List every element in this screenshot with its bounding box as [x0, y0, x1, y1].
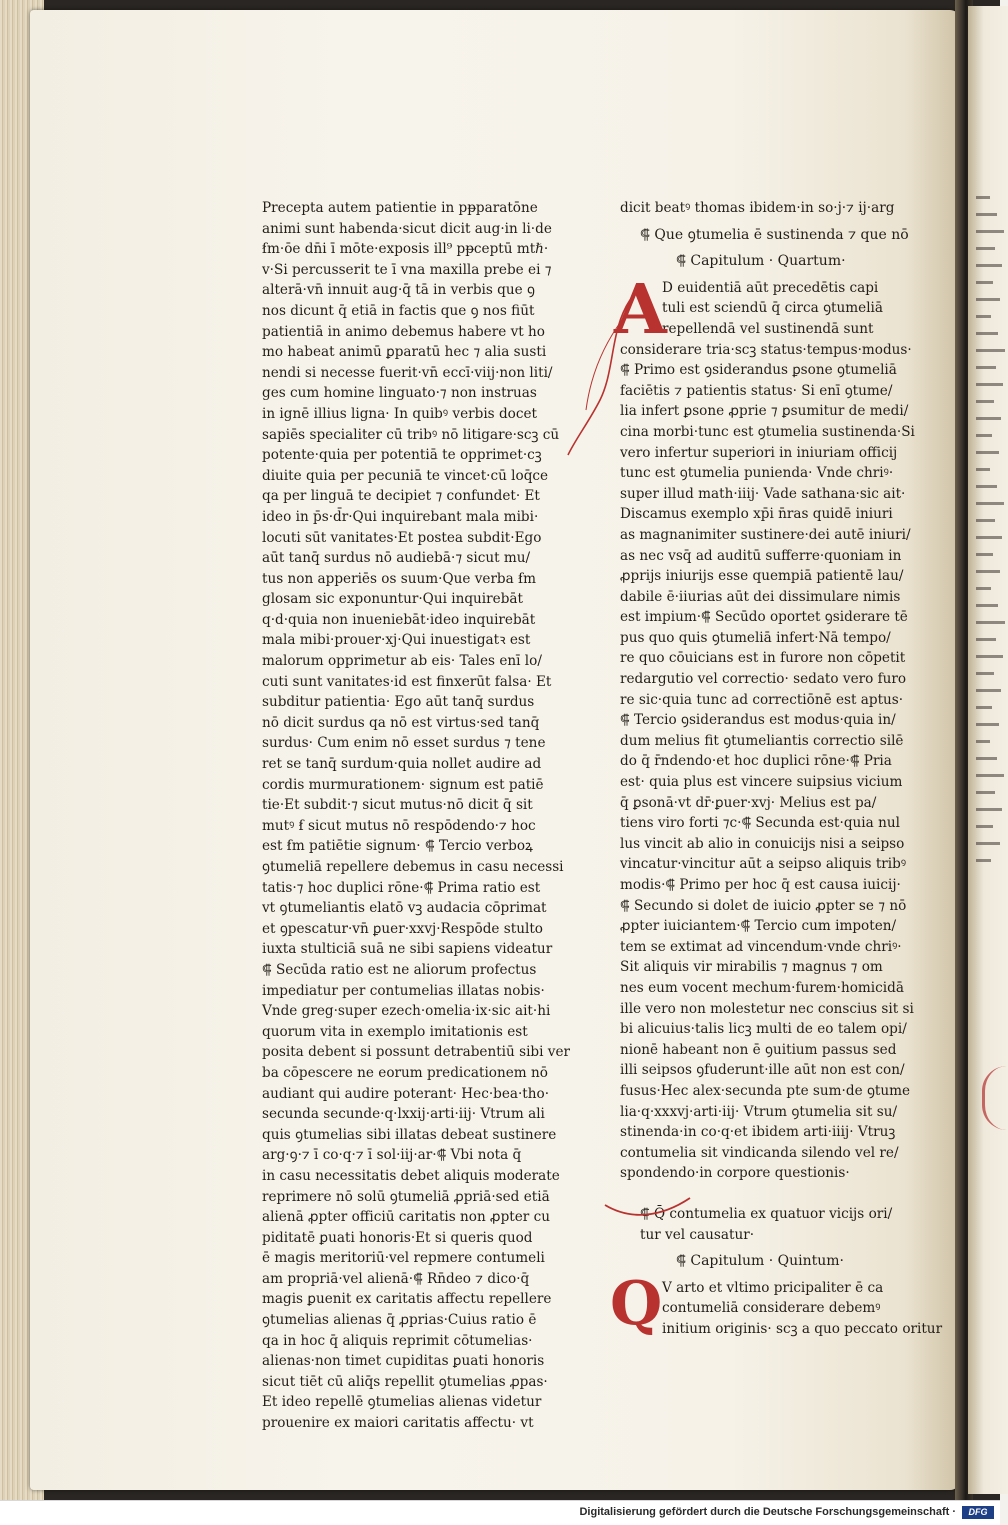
text-line: tuli est sciendū q̄ circa ꝯtumeliā — [662, 300, 884, 317]
text-line: Vnde greg·super ezech·omelia·ix·sic ait·hi — [262, 1003, 551, 1020]
text-line: quis ꝯtumelias sibi illatas debeat sustinere — [262, 1126, 557, 1143]
text-line: ba cōpescere ne eorum predicationem nō — [262, 1064, 548, 1081]
text-line: vero infertur superiori in iniuriam officij — [620, 444, 898, 461]
text-line: ꝓprijs iniurijs esse quempiā patientē lau/ — [620, 568, 904, 585]
text-line: mutꝰ ẜ sicut mutus nō respōdendo·⁊ hoc — [262, 817, 536, 834]
text-line: posita debent si possunt detrabentiū sibi ver — [262, 1044, 571, 1061]
text-line: ideo in p̄s·d̄r·Qui inquirebant mala mibi· — [262, 508, 539, 525]
text-line: ⸿ Q̄ contumelia ex quatuor vicijs ori/ — [640, 1205, 893, 1222]
chapter5-red-initial: Q — [610, 1268, 663, 1339]
text-line: cordis murmurationem· signum est patiē — [262, 776, 544, 793]
text-line: v·Si percusserit te ī vna maxilla prebe ei ⁊ — [262, 261, 552, 278]
text-line: lia·q·xxxvj·arti·iij· Vtrum ꝯtumelia sit su/ — [620, 1103, 898, 1120]
next-page-text-fragment — [976, 196, 1006, 876]
text-line: patientiā in animo debemus habere vt ho — [262, 323, 545, 340]
next-page-text-stroke — [976, 706, 992, 709]
next-page-text-stroke — [976, 689, 1001, 692]
text-line: redargutio vel correctio· sedato vero furo — [620, 671, 907, 688]
chapter5-heading: ⸿ Capitulum · Quintum· — [676, 1253, 844, 1270]
text-line: qa in hoc q̄ aliquis reprimit cōtumelias· — [262, 1332, 533, 1349]
chapter5-first-lines — [620, 1278, 943, 1340]
text-line: repellendā vel sustinendā sunt — [662, 320, 874, 337]
text-line: re sic·quia tunc ad correctiōnē est aptus· — [620, 691, 904, 708]
text-line: et ꝯpescatur·vn̄ ꝑuer·xxvj·Respōde stulto — [262, 920, 543, 937]
text-line: impediatur per contumelias illatas nobis· — [262, 982, 545, 999]
text-line: ẜm·ōe dn̄i ī mōte·exposis ill⁹ pᵽceptū mtℏ· — [262, 241, 549, 258]
text-line: vincatur·vincitur aūt a seipso aliquis tribꝰ — [620, 856, 907, 873]
text-line: stinenda·in co·q·et ibidem arti·iiij· Vtruꝫ — [620, 1124, 896, 1141]
chapter-intro-line: dicit beatꝰ thomas ibidem·in so·j·⁊ ij·arg — [620, 200, 895, 216]
text-line: am propriā·vel alienā·⸿ Rn̄deo ⁊ dico·q̄ — [262, 1270, 530, 1287]
text-line: aūt tanq̄ surdus nō audiebā·⁊ sicut mu/ — [262, 550, 531, 567]
text-line: ꝯtumeliā repellere debemus in casu necessi — [262, 859, 564, 875]
next-page-text-stroke — [976, 757, 997, 760]
text-line: super illud math·iiij· Vade sathana·sic ait· — [620, 485, 906, 502]
text-line: bi alicuius·talis licꝫ multi de eo talem opi/ — [620, 1021, 907, 1038]
next-page-text-stroke — [976, 434, 992, 437]
text-line: lus vincit ab alio in conuicijs nisi a seipso — [620, 835, 905, 852]
text-line: subditur patientia· Ego aūt tanq̄ surdus — [262, 694, 535, 711]
text-line: in casu necessitatis debet aliquis moderate — [262, 1167, 560, 1184]
text-line: Sit aliquis vir mirabilis ⁊ magnus ⁊ om — [620, 959, 883, 976]
text-line: nendi si necesse fuerit·vn̄ eccī·viij·non liti/ — [262, 364, 553, 381]
text-line: qa per linguā te decipiet ⁊ confundet· Et — [262, 488, 540, 505]
text-line: alienas·non timet cupiditas ꝑuati honoris — [262, 1353, 545, 1370]
next-page-text-stroke — [976, 638, 996, 641]
next-page-text-stroke — [976, 842, 1000, 845]
next-page-text-stroke — [976, 196, 990, 199]
text-line: q̄ ꝑsonā·vt dr̄·ꝑuer·xvj· Melius est pa/ — [620, 794, 877, 811]
next-page-text-stroke — [976, 604, 998, 607]
text-line: animi sunt habenda·sicut dicit aug·in li·de — [262, 220, 552, 237]
next-page-text-stroke — [976, 655, 1003, 658]
next-page-text-stroke — [976, 400, 994, 403]
dfg-logo: DFG — [962, 1506, 994, 1519]
text-line: dum melius fit ꝯtumeliantis correctio silē — [620, 732, 904, 749]
next-page-text-stroke — [976, 417, 1001, 420]
next-page-text-stroke — [976, 774, 1004, 777]
next-page-text-stroke — [976, 298, 1000, 301]
chapter5-opening — [610, 1268, 943, 1340]
next-page-text-stroke — [976, 587, 991, 590]
chapter4-rubric: ⸿ Que ꝯtumelia ē sustinenda ⁊ que nō — [640, 226, 909, 243]
text-line: reprimere nō solū ꝯtumeliā ꝓpriā·sed etiā — [262, 1188, 550, 1205]
text-line: nō dicit surdus qa nō est virtus·sed tanq̄ — [262, 714, 540, 731]
text-line: iuxta stulticiā suā ne sibi sapiens videatur — [262, 941, 553, 958]
text-line: alterā·vn̄ innuit aug·q̄ tā in verbis que ꝯ — [262, 282, 535, 299]
text-line: ⸿ Secūda ratio est ne aliorum profectus — [262, 961, 537, 978]
text-line: est ẜm patiētie signum· ⸿ Tercio verboꝝ — [262, 838, 533, 855]
next-page-text-stroke — [976, 519, 995, 522]
text-line: ges cum homine linguato·⁊ non instruas — [262, 385, 537, 402]
text-line: illi seipsos ꝯfuderunt·ille aūt non est con/ — [620, 1062, 905, 1079]
text-line: initium originis· scꝫ a quo peccato oritur — [662, 1320, 943, 1337]
next-page-edge — [968, 6, 1008, 1494]
text-line: ē magis meritoriū·vel repmere contumeli — [262, 1250, 545, 1267]
text-line: as magnanimiter sustinere·dei autē iniuri/ — [620, 526, 911, 543]
text-line: sapiēs specialiter cū tribꝰ nō litigare·scꝫ cū — [262, 426, 560, 443]
next-page-text-stroke — [976, 264, 1002, 267]
text-line: lia infert ꝑsone ꝓprie ⁊ ꝑsumitur de medi/ — [620, 403, 909, 420]
text-line: do q̄ r̄ndendo·et hoc duplici rōne·⸿ Pria — [620, 753, 892, 770]
text-line: tiens viro forti ⁊c·⸿ Secunda est·quia nul — [620, 815, 900, 832]
next-page-text-stroke — [976, 281, 993, 284]
chapter4-body — [620, 340, 915, 1184]
left-text-column — [262, 198, 571, 1434]
next-page-text-stroke — [976, 825, 993, 828]
next-page-text-stroke — [976, 672, 994, 675]
next-page-text-stroke — [976, 621, 1005, 624]
text-line: ꝓpter iuiciantem·⸿ Tercio cum impoten/ — [620, 918, 897, 935]
text-line: contumelia sit vindicanda silendo vel re/ — [620, 1144, 899, 1161]
next-page-red-initial — [982, 1066, 1007, 1130]
text-line: fusus·Hec alex·secunda pte sum·de ꝯtume — [620, 1082, 911, 1099]
text-line: glosam sic exponuntur·Qui inquirebāt — [262, 591, 523, 608]
next-page-text-stroke — [976, 349, 1005, 352]
chapter4-red-initial: A — [614, 269, 667, 350]
text-line: piditatē ꝑuati honoris·Et si queris quod — [262, 1229, 533, 1246]
text-line: arg·ꝯ·⁊ ī co·q·⁊ ī sol·iij·ar·⸿ Vbi nota q̄ — [262, 1147, 522, 1164]
next-page-text-stroke — [976, 213, 997, 216]
text-line: diuite quia per pecuniā te vincet·cū loq̄ce — [262, 467, 549, 484]
text-line: potente·quia per potentiā te opprimet·cꝫ — [262, 447, 542, 464]
text-line: ꝯtumelias alienas q̄ ꝓprias·Cuius ratio ē — [262, 1312, 537, 1329]
next-page-text-stroke — [976, 366, 996, 369]
text-line: ret se tanq̄ surdum·quia nollet audire ad — [262, 756, 542, 773]
next-page-text-stroke — [976, 383, 1003, 386]
text-line: contumeliā considerare debemꝰ — [662, 1300, 881, 1317]
text-line: Precepta autem patientie in pᵽparatōne — [262, 200, 538, 216]
chapter4-heading: ⸿ Capitulum · Quartum· — [676, 253, 846, 270]
text-line: pus quo quis ꝯtumeliā infert·Nā tempo/ — [620, 629, 891, 646]
next-page-text-stroke — [976, 791, 995, 794]
text-line: audiant qui audire poterant· Hec·bea·tho· — [262, 1085, 550, 1102]
text-line: mo habeat animū ꝑparatū hec ⁊ alia susti — [262, 344, 547, 361]
text-line: D euidentiā aūt precedētis capi — [662, 279, 879, 296]
next-page-text-stroke — [976, 570, 1000, 573]
text-line: tur vel causatur· — [640, 1226, 755, 1243]
text-line: modis·⸿ Primo per hoc q̄ est causa iuicij· — [620, 877, 901, 893]
text-line: faciētis ⁊ patientis status· Si enī ꝯtume/ — [620, 382, 893, 399]
text-line: ⸿ Secundo si dolet de iuicio ꝓpter se ⁊ nō — [620, 897, 907, 914]
text-line: ⸿ Tercio ꝯsiderandus est modus·quia in/ — [620, 712, 896, 729]
text-line: considerare tria·scꝫ status·tempus·modus· — [620, 341, 912, 358]
next-page-text-stroke — [976, 502, 1004, 505]
text-line: Et ideo repellē ꝯtumelias alienas videtur — [262, 1394, 542, 1411]
text-line: est impium·⸿ Secūdo oportet ꝯsiderare tē — [620, 609, 908, 626]
text-line: cuti sunt vanitates·id est finxerūt falsa· Et — [262, 673, 552, 690]
next-page-text-stroke — [976, 536, 1002, 539]
text-line: quorum vita in exemplo imitationis est — [262, 1023, 528, 1040]
text-line: locuti sūt vanitates·Et postea subdit·Ego — [262, 529, 542, 546]
chapter5-rubric — [620, 1204, 910, 1245]
text-line: Discamus exemplo xp̄i n̄ras quidē iniuri — [620, 506, 893, 523]
funding-credit: Digitalisierung gefördert durch die Deutsche Forschungsgemeinschaft · — [579, 1506, 956, 1518]
text-line: tie·Et subdit·⁊ sicut mutus·nō dicit q̄ sit — [262, 797, 533, 814]
text-line: re quo cōuicians est in furore non cōpetit — [620, 650, 906, 667]
text-line: tunc est ꝯtumelia punienda· Vnde chriꝰ· — [620, 465, 894, 482]
text-line: nes eum vocent mechum·furem·homicidā — [620, 979, 904, 996]
text-line: dabile ē·iiurias aūt dei dissimulare nimis — [620, 588, 901, 605]
text-line: magis ꝑuenit ex caritatis affectu repellere — [262, 1291, 552, 1308]
next-page-text-stroke — [976, 247, 995, 250]
text-line: tatis·⁊ hoc duplici rōne·⸿ Prima ratio est — [262, 879, 541, 896]
next-page-text-stroke — [976, 230, 1004, 233]
text-line: malorum opprimetur ab eis· Tales enī lo/ — [262, 653, 542, 670]
next-page-text-stroke — [976, 859, 991, 862]
text-line: V arto et vltimo pricipaliter ē ca — [662, 1279, 884, 1296]
next-page-text-stroke — [976, 485, 997, 488]
text-line: spondendo·in corpore questionis· — [620, 1165, 850, 1182]
text-line: surdus· Cum enim nō esset surdus ⁊ tene — [262, 735, 546, 752]
next-page-text-stroke — [976, 332, 998, 335]
text-line: est· quia plus est vincere suipsius vicium — [620, 774, 903, 791]
text-line: nionē habeant non ē ꝯuitium passus sed — [620, 1041, 897, 1058]
text-line: cina morbi·tunc est ꝯtumelia sustinenda·Si — [620, 423, 915, 440]
text-line: prouenire ex maiori caritatis affectu· vt — [262, 1415, 534, 1432]
next-page-text-stroke — [976, 468, 990, 471]
text-line: q·d·quia non inueniebāt·ideo inquirebāt — [262, 611, 536, 628]
next-page-text-stroke — [976, 553, 993, 556]
text-line: sicut tiēt cū aliq̄s repellit ꝯtumelias ꝓpas· — [262, 1373, 548, 1390]
text-line: secunda secunde·q·lxxij·arti·iij· Vtrum ali — [262, 1106, 545, 1123]
next-page-text-stroke — [976, 740, 990, 743]
text-line: alienā ꝓpter officiū caritatis non ꝓpter cu — [262, 1209, 550, 1226]
digitization-footer — [0, 1500, 1000, 1525]
right-text-column — [610, 198, 943, 1339]
text-line: tus non apperiēs os suum·Que verba ẜm — [262, 570, 536, 587]
text-line: ille vero non molestetur nec conscius sit si — [620, 1000, 914, 1017]
text-line: vt ꝯtumeliantis elatō vꝫ audacia cōprimat — [262, 900, 547, 917]
next-page-text-stroke — [976, 315, 991, 318]
text-line: tem se extimat ad vincendum·vnde chriꝰ· — [620, 938, 902, 955]
text-line: mala mibi·prouer·xj·Qui inuestigatꝛ est — [262, 632, 531, 649]
text-line: nos dicunt q̄ etiā in factis que ꝯ nos fiūt — [262, 302, 535, 319]
text-line: as nec vsq̄ ad auditū sufferre·quoniam in — [620, 547, 902, 564]
text-line: ⸿ Primo est ꝯsiderandus ꝑsone ꝯtumeliā — [620, 362, 897, 379]
text-line: in ignē illius ligna· In quibꝰ verbis docet — [262, 405, 537, 422]
next-page-text-stroke — [976, 723, 999, 726]
next-page-text-stroke — [976, 808, 1002, 811]
next-page-text-stroke — [976, 451, 999, 454]
